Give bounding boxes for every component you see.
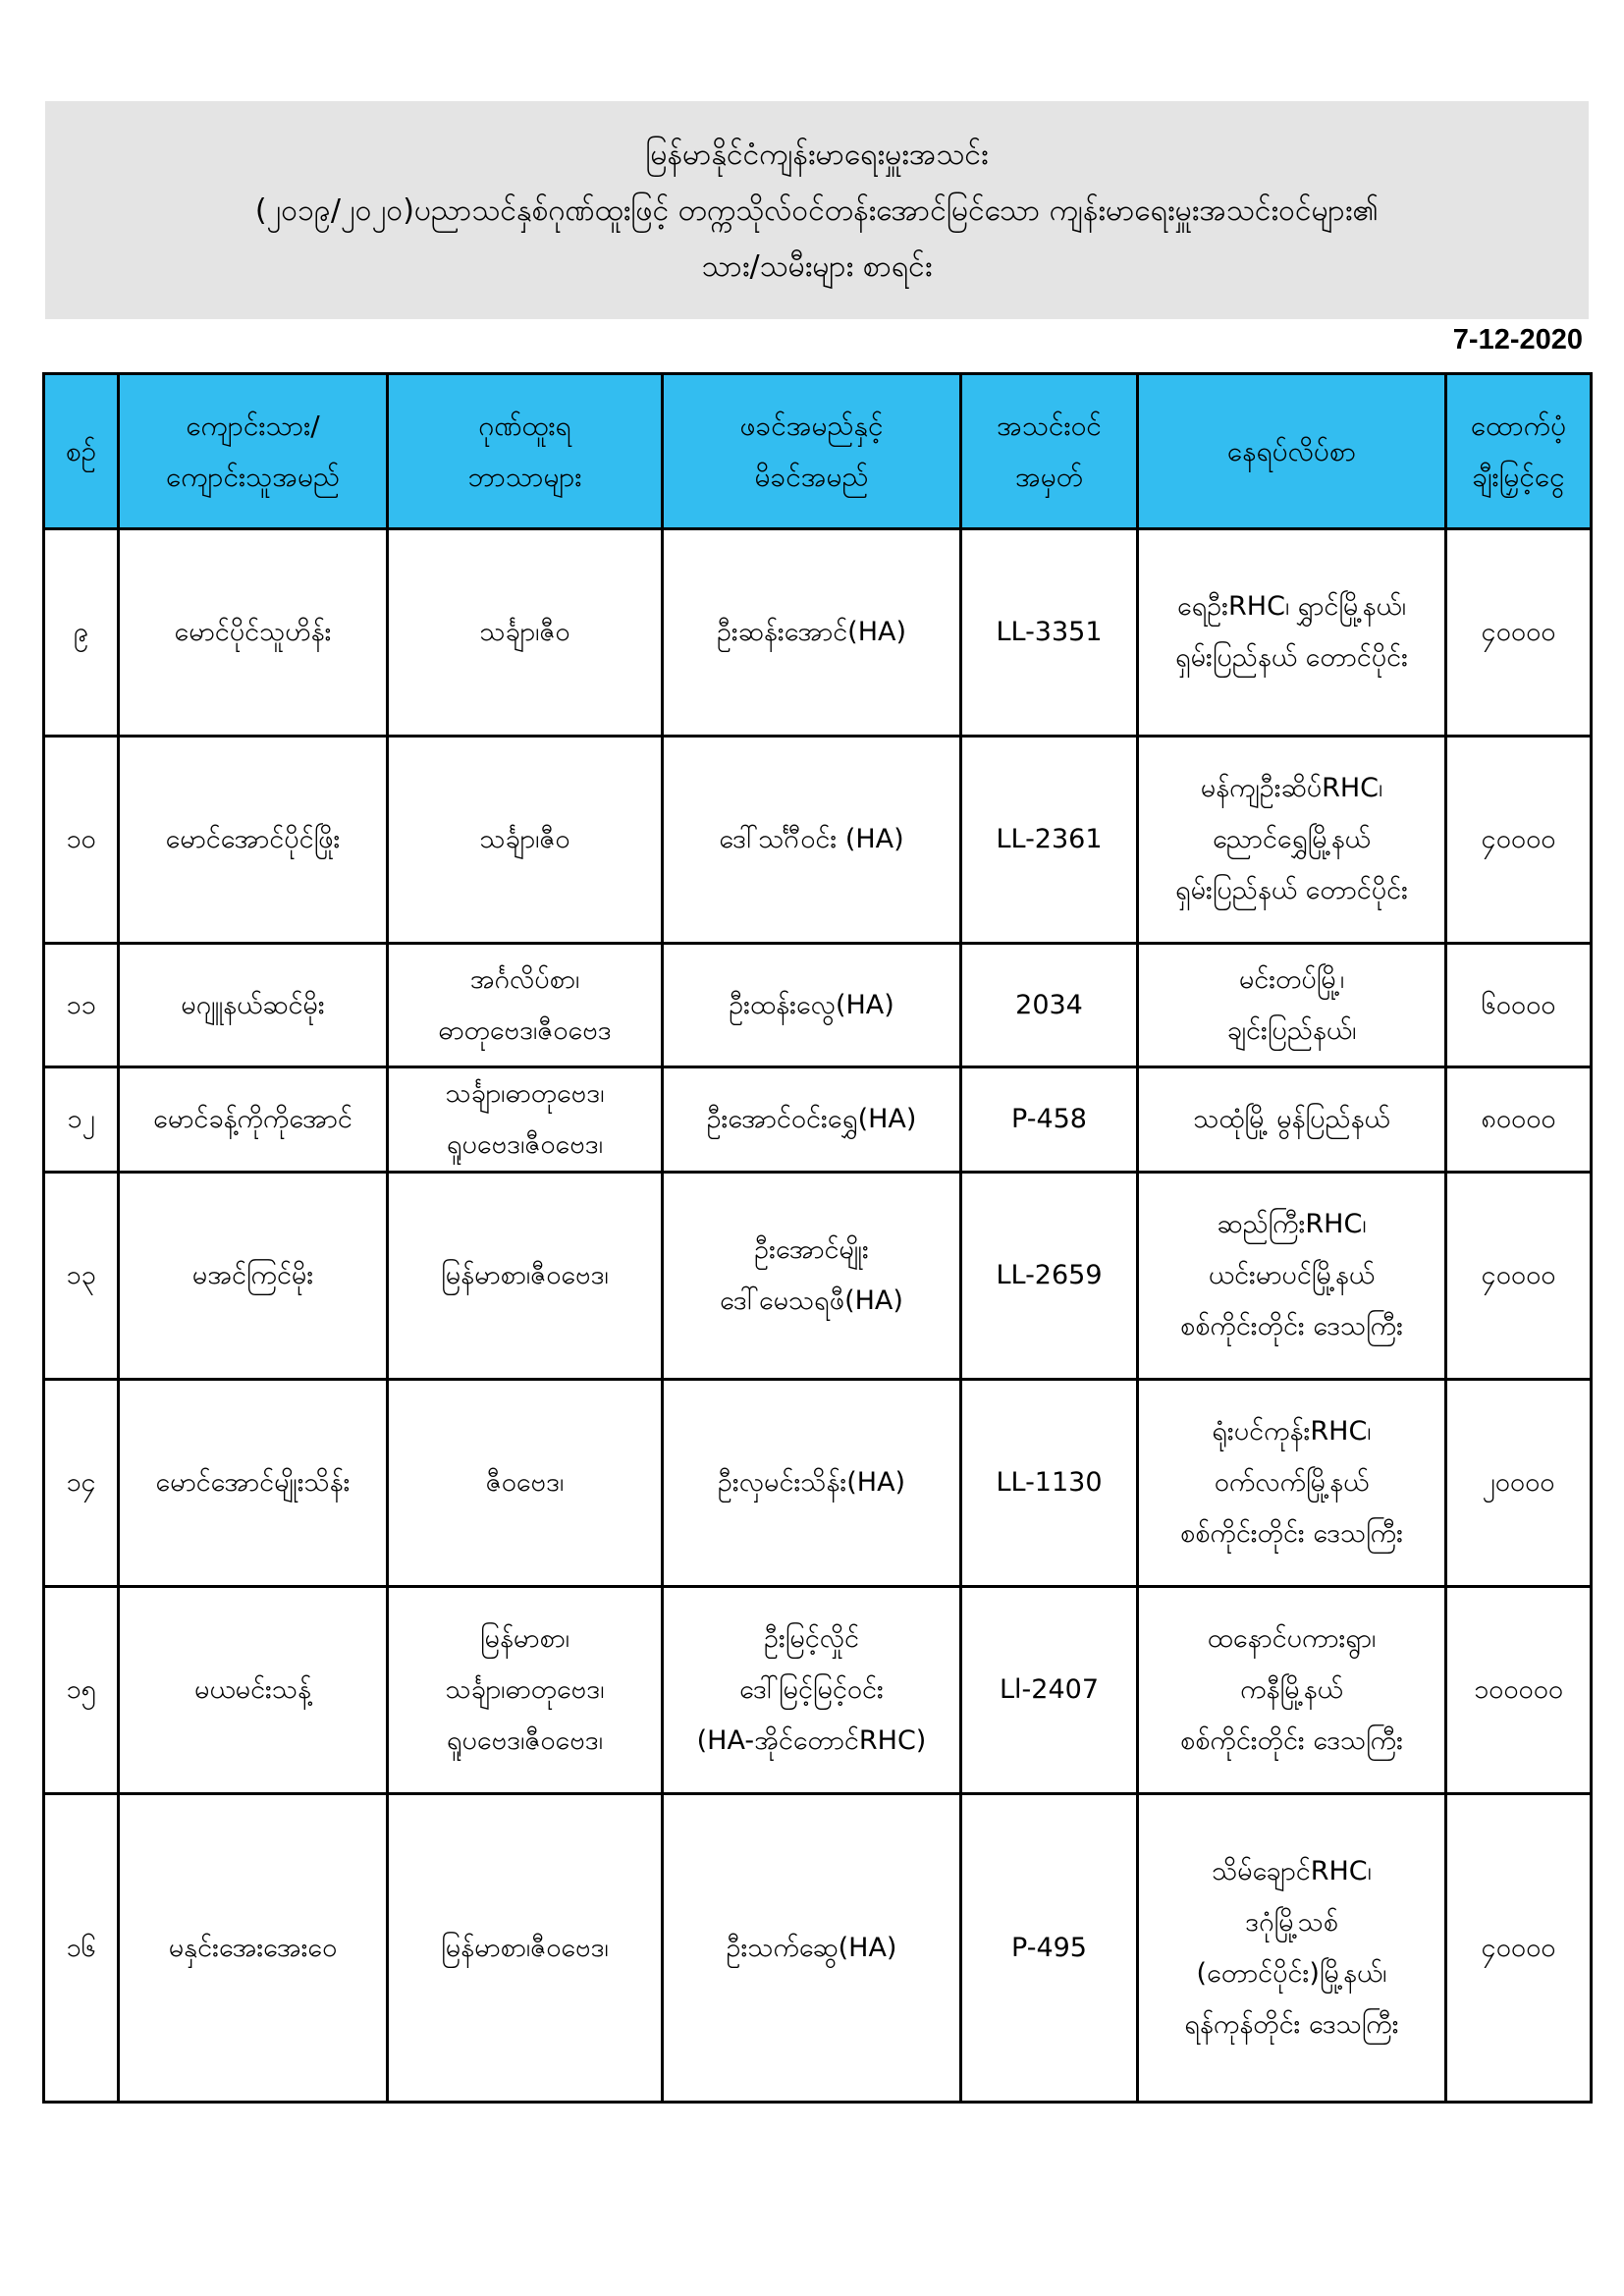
allowance-cell: ၄၀၀၀၀ bbox=[1446, 737, 1592, 944]
member-no-cell: Ll-2407 bbox=[961, 1587, 1138, 1794]
row-number-cell: ၁၂ bbox=[44, 1067, 119, 1173]
header-text: ကျောင်းသား/ bbox=[186, 409, 320, 442]
student-name-cell: မအင်ကြင်မိုး bbox=[119, 1173, 388, 1380]
cell-text-line: ရူပဗေဒ၊ဇီဝဗေဒ၊ bbox=[447, 1725, 603, 1756]
cell-text-line: မန်ကျဦးဆိပ်RHC၊ bbox=[1200, 773, 1383, 803]
header-text: ဖခင်အမည်နှင့် bbox=[739, 409, 884, 442]
cell-text-line: ဦးဆန်းအောင်(HA) bbox=[716, 617, 907, 647]
cell-text-line: သိမ်ချောင်RHC၊ bbox=[1212, 1855, 1372, 1886]
address-cell bbox=[1138, 529, 1446, 737]
subjects-cell bbox=[388, 1067, 663, 1173]
student-name-cell: မောင်ခန့်ကိုကိုအောင် bbox=[119, 1067, 388, 1173]
member-no-cell: P-458 bbox=[961, 1067, 1138, 1173]
col-header-allowance bbox=[1446, 374, 1592, 529]
cell-text-line: ကနီမြို့နယ် bbox=[1240, 1674, 1343, 1705]
row-number-cell: ၁၃ bbox=[44, 1173, 119, 1380]
cell-text-line: ဒေါ်မေသရဖီ(HA) bbox=[720, 1285, 903, 1316]
header-text: အမှတ် bbox=[1015, 460, 1083, 493]
table-row bbox=[44, 1380, 1592, 1587]
cell-text-line: ဇီဝဗေဒ၊ bbox=[485, 1467, 565, 1498]
cell-text-line: ဒေါ်မြင့်မြင့်ဝင်း bbox=[739, 1674, 884, 1705]
header-text: နေရပ်လိပ်စာ bbox=[1226, 434, 1357, 467]
cell-text-line: ရေဦးRHC၊ ရွှာင်မြို့နယ်၊ bbox=[1177, 591, 1406, 622]
header-title-line-3: သား/သမီးများ စာရင်း bbox=[701, 249, 933, 284]
header-text: ဘာသာများ bbox=[467, 460, 582, 493]
allowance-cell: ၂၀၀၀၀ bbox=[1446, 1380, 1592, 1587]
subjects-cell bbox=[388, 529, 663, 737]
header-title-line-1: မြန်မာနိုင်ငံကျန်းမာရေးမှူးအသင်း bbox=[645, 137, 989, 172]
allowance-cell: ၄၀၀၀၀ bbox=[1446, 1794, 1592, 2103]
members-table bbox=[42, 372, 1593, 2104]
student-name-cell: မဂျူနယ်ဆင်မိုး bbox=[119, 944, 388, 1067]
row-number-cell: ၉ bbox=[44, 529, 119, 737]
col-header-student-name bbox=[119, 374, 388, 529]
member-no-cell: 2034 bbox=[961, 944, 1138, 1067]
subjects-cell bbox=[388, 1173, 663, 1380]
address-cell bbox=[1138, 1587, 1446, 1794]
header-text: မိခင်အမည် bbox=[754, 460, 869, 493]
header-text: အသင်းဝင် bbox=[997, 409, 1102, 442]
student-name-cell: မောင်ပိုင်သူဟိန်း bbox=[119, 529, 388, 737]
cell-text-line: ဓာတုဗေဒ၊ဇီဝဗေဒ bbox=[438, 1014, 612, 1046]
document-date: 7-12-2020 bbox=[1452, 324, 1583, 355]
header-title-line-2: (၂၀၁၉/၂၀၂၀)ပညာသင်နှစ်ဂုဏ်ထူးဖြင့် တက္ကသိုလ်ဝင်တန်းအောင်မြင်သော ကျန်းမာရေးမှူးအသင်းဝင်များ၏ bbox=[254, 193, 1380, 228]
cell-text-line: ထနောင်ပကားရွာ၊ bbox=[1207, 1623, 1377, 1654]
student-name-cell: မောင်အောင်မျိုးသိန်း bbox=[119, 1380, 388, 1587]
table-header-row bbox=[44, 374, 1592, 529]
parents-cell bbox=[663, 1067, 961, 1173]
member-no-cell: P-495 bbox=[961, 1794, 1138, 2103]
student-name-cell: မနှင်းအေးအေးဝေ bbox=[119, 1794, 388, 2103]
col-header-parents bbox=[663, 374, 961, 529]
parents-cell bbox=[663, 1380, 961, 1587]
cell-text-line: မြန်မာစာ၊ဇီဝဗေဒ၊ bbox=[441, 1260, 609, 1290]
cell-text-line: ဦးအောင်မျိုး bbox=[754, 1234, 869, 1265]
cell-text-line: စစ်ကိုင်းတိုင်း ဒေသကြီး bbox=[1180, 1518, 1403, 1549]
cell-text-line: သင်္ချာ၊ဓာတုဗေဒ၊ bbox=[445, 1078, 605, 1109]
cell-text-line: ဦးမြင့်လှိုင် bbox=[763, 1623, 860, 1654]
table-row bbox=[44, 1173, 1592, 1380]
col-header-no bbox=[44, 374, 119, 529]
cell-text-line: ရှမ်းပြည်နယ် တောင်ပိုင်း bbox=[1175, 642, 1408, 673]
member-no-cell: LL-1130 bbox=[961, 1380, 1138, 1587]
cell-text-line: (HA-အိုင်တောင်RHC) bbox=[696, 1725, 927, 1756]
parents-cell bbox=[663, 1587, 961, 1794]
allowance-cell: ၄၀၀၀၀ bbox=[1446, 529, 1592, 737]
subjects-cell bbox=[388, 1794, 663, 2103]
member-no-cell: LL-2361 bbox=[961, 737, 1138, 944]
col-header-member-no bbox=[961, 374, 1138, 529]
cell-text-line: သထုံမြို့ မွန်ပြည်နယ် bbox=[1193, 1104, 1390, 1134]
table-row bbox=[44, 737, 1592, 944]
cell-text-line: ညောင်ရွှေမြို့နယ် bbox=[1213, 824, 1371, 854]
parents-cell bbox=[663, 1794, 961, 2103]
table-row bbox=[44, 944, 1592, 1067]
allowance-cell: ၁၀၀၀၀၀ bbox=[1446, 1587, 1592, 1794]
cell-text-line: မြန်မာစာ၊ဇီဝဗေဒ၊ bbox=[441, 1932, 609, 1963]
cell-text-line: ဒဂုံမြို့သစ် bbox=[1245, 1906, 1338, 1938]
table-row bbox=[44, 1794, 1592, 2103]
subjects-cell bbox=[388, 944, 663, 1067]
cell-text-line: ချင်းပြည်နယ်၊ bbox=[1226, 1014, 1357, 1046]
student-name-cell: မောင်အောင်ပိုင်ဖြိုး bbox=[119, 737, 388, 944]
table-body bbox=[44, 529, 1592, 2103]
header-text: ချီးမြှင့်ငွေ bbox=[1472, 460, 1565, 493]
cell-text-line: ရန်ကုန်တိုင်း ဒေသကြီး bbox=[1184, 2008, 1399, 2040]
cell-text-line: (တောင်ပိုင်း)မြို့နယ်၊ bbox=[1196, 1957, 1387, 1989]
cell-text-line: ဦးထန်းလွေ(HA) bbox=[729, 989, 894, 1020]
allowance-cell: ၄၀၀၀၀ bbox=[1446, 1173, 1592, 1380]
cell-text-line: ရှမ်းပြည်နယ် တောင်ပိုင်း bbox=[1175, 875, 1408, 905]
parents-cell bbox=[663, 944, 961, 1067]
table-row bbox=[44, 1067, 1592, 1173]
row-number-cell: ၁၁ bbox=[44, 944, 119, 1067]
cell-text-line: ရူပဗေဒ၊ဇီဝဗေဒ၊ bbox=[447, 1129, 603, 1160]
cell-text-line: ဒေါ်သင်္ဂီဝင်း (HA) bbox=[719, 824, 904, 854]
cell-text-line: သင်္ချာ၊ဇီဝ bbox=[479, 617, 570, 647]
cell-text-line: ယင်းမာပင်မြို့နယ် bbox=[1208, 1260, 1376, 1290]
cell-text-line: ဦးလှမင်းသိန်း(HA) bbox=[717, 1467, 906, 1498]
cell-text-line: စစ်ကိုင်းတိုင်း ဒေသကြီး bbox=[1180, 1311, 1403, 1341]
col-header-address bbox=[1138, 374, 1446, 529]
header-text: ဂုဏ်ထူးရ bbox=[478, 409, 571, 442]
row-number-cell: ၁၄ bbox=[44, 1380, 119, 1587]
student-name-cell: မယမင်းသန့် bbox=[119, 1587, 388, 1794]
header-text: ကျောင်းသူအမည် bbox=[165, 460, 341, 493]
member-no-cell: LL-3351 bbox=[961, 529, 1138, 737]
cell-text-line: ဦးအောင်ဝင်းရွှေ(HA) bbox=[706, 1104, 917, 1134]
parents-cell bbox=[663, 1173, 961, 1380]
cell-text-line: ဝက်လက်မြို့နယ် bbox=[1214, 1467, 1370, 1498]
row-number-cell: ၁၀ bbox=[44, 737, 119, 944]
address-cell bbox=[1138, 1067, 1446, 1173]
cell-text-line: သင်္ချာ၊ဓာတုဗေဒ၊ bbox=[445, 1674, 605, 1705]
row-number-cell: ၁၆ bbox=[44, 1794, 119, 2103]
header-text: စဉ် bbox=[65, 434, 97, 467]
cell-text-line: စစ်ကိုင်းတိုင်း ဒေသကြီး bbox=[1180, 1725, 1403, 1756]
parents-cell bbox=[663, 529, 961, 737]
cell-text-line: မင်းတပ်မြို့၊ bbox=[1238, 963, 1345, 995]
subjects-cell bbox=[388, 1587, 663, 1794]
cell-text-line: ဦးသက်ဆွေ(HA) bbox=[726, 1932, 897, 1963]
subjects-cell bbox=[388, 737, 663, 944]
address-cell bbox=[1138, 944, 1446, 1067]
address-cell bbox=[1138, 737, 1446, 944]
member-no-cell: LL-2659 bbox=[961, 1173, 1138, 1380]
cell-text-line: ဆည်ကြီးRHC၊ bbox=[1217, 1209, 1367, 1239]
table-row bbox=[44, 1587, 1592, 1794]
allowance-cell: ၆၀၀၀၀ bbox=[1446, 944, 1592, 1067]
address-cell bbox=[1138, 1380, 1446, 1587]
row-number-cell: ၁၅ bbox=[44, 1587, 119, 1794]
header-text: ထောက်ပံ့ bbox=[1470, 409, 1567, 442]
cell-text-line: သင်္ချာ၊ဇီဝ bbox=[479, 824, 570, 854]
address-cell bbox=[1138, 1173, 1446, 1380]
document-header bbox=[45, 101, 1589, 319]
subjects-cell bbox=[388, 1380, 663, 1587]
col-header-subjects bbox=[388, 374, 663, 529]
address-cell bbox=[1138, 1794, 1446, 2103]
allowance-cell: ၈၀၀၀၀ bbox=[1446, 1067, 1592, 1173]
cell-text-line: ရုံးပင်ကုန်းRHC၊ bbox=[1212, 1416, 1372, 1447]
parents-cell bbox=[663, 737, 961, 944]
table-row bbox=[44, 529, 1592, 737]
cell-text-line: မြန်မာစာ၊ bbox=[479, 1623, 570, 1654]
cell-text-line: အင်္ဂလိပ်စာ၊ bbox=[469, 963, 580, 995]
